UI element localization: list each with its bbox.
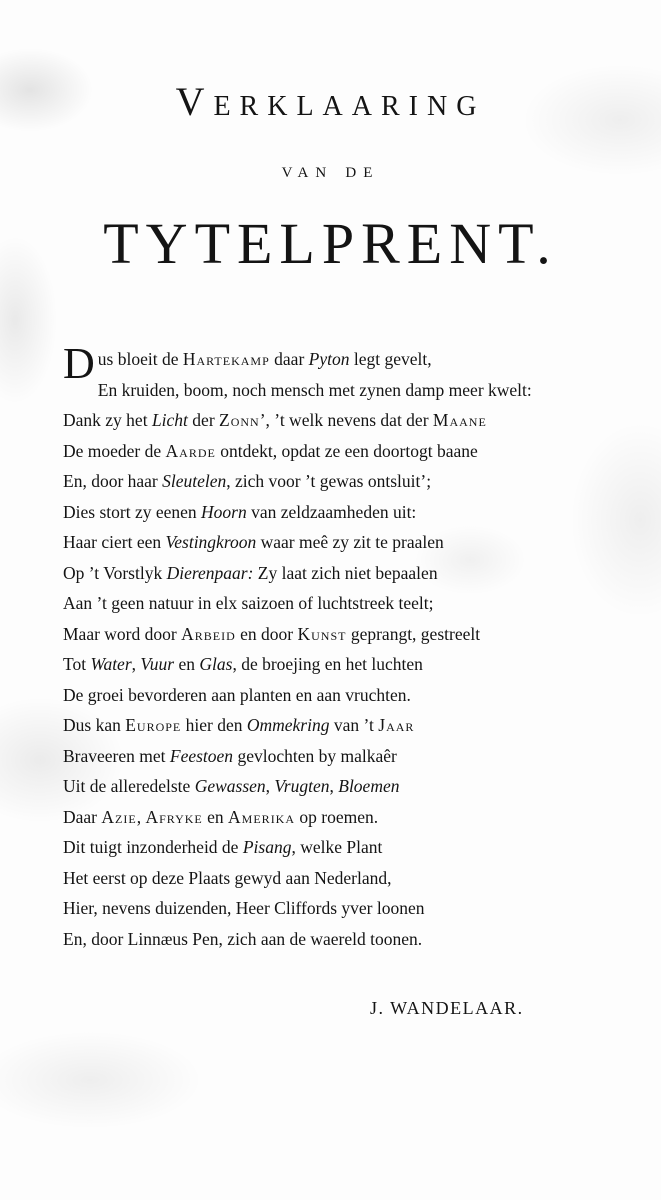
title-verklaaring: Verklaaring	[175, 79, 486, 124]
italic-text: Glas	[199, 654, 233, 674]
italic-text: Dierenpaar:	[166, 562, 254, 583]
poem-line	[63, 558, 623, 589]
line-text: En kruiden, boom, noch mensch met zynen damp meer kwelt:	[97, 379, 532, 400]
line-text: Braveeren met	[63, 745, 170, 766]
line-text: De groei bevorderen aan planten en aan vruchten.	[63, 684, 411, 705]
line-text: ’, ’t welk nevens dat der	[259, 410, 433, 430]
line-text: Haar ciert een	[63, 532, 166, 552]
small-caps-text: Europe	[125, 715, 182, 735]
line-text: En, door Linnæus Pen, zich aan de waereld toonen.	[63, 928, 423, 949]
title-van-de: van de	[281, 158, 380, 182]
italic-text: Water	[90, 654, 132, 674]
line-text: en	[202, 806, 229, 827]
italic-text: Vrugten	[274, 776, 330, 796]
poem-line	[63, 527, 623, 558]
line-text: , de broejing en het luchten	[232, 654, 423, 674]
line-text: Het eerst op deze Plaats gewyd aan Nederland,	[63, 867, 392, 888]
small-caps-text: Arbeid	[181, 623, 236, 644]
poem-line	[63, 832, 623, 863]
line-text: Tot	[63, 654, 91, 674]
line-text: van ’t	[329, 715, 379, 735]
line-text: De moeder de	[63, 440, 166, 461]
line-text: waar meê zy zit te praalen	[256, 532, 444, 552]
line-text: , zich voor ’t gewas ontsluit’;	[226, 471, 432, 491]
line-text: gevlochten by malkaêr	[233, 745, 397, 766]
italic-text: Pisang	[242, 837, 292, 857]
line-text: geprangt, gestreelt	[346, 623, 481, 644]
signature: J. WANDELAAR.	[370, 998, 524, 1018]
poem-line	[63, 619, 623, 650]
small-caps-text: Kunst	[297, 623, 347, 644]
line-text: ontdekt, opdat ze een doortogt baane	[215, 440, 478, 461]
small-caps-text: Jaar	[378, 715, 415, 735]
line-text: , welke Plant	[291, 837, 383, 857]
poem-line	[63, 344, 623, 375]
line-text: ,	[136, 806, 146, 827]
small-caps-text: Zonn	[219, 410, 260, 430]
line-text: hier den	[181, 715, 247, 735]
small-caps-text: Afryke	[145, 806, 203, 827]
line-text: ,	[131, 654, 141, 674]
poem-line	[63, 802, 623, 833]
poem-line	[63, 863, 623, 894]
line-text: op roemen.	[295, 806, 379, 827]
line-text: van zeldzaamheden uit:	[246, 501, 417, 522]
drop-cap: D	[63, 339, 95, 388]
small-caps-text: Maane	[432, 410, 487, 430]
poem-line	[63, 588, 623, 619]
line-text: Dus kan	[63, 715, 126, 735]
line-text: Daar	[63, 806, 102, 827]
line-text: der	[187, 410, 220, 430]
poem	[63, 339, 623, 954]
italic-text: Feestoen	[169, 745, 234, 766]
title-tytelprent: TYTELPRENT.	[103, 211, 558, 276]
line-text: Dit tuigt inzonderheid de	[63, 837, 243, 857]
line-text: Zy laat zich niet bepaalen	[253, 562, 438, 583]
italic-text: Licht	[151, 410, 188, 430]
italic-text: Sleutelen	[162, 471, 227, 491]
line-text: en door	[235, 623, 298, 644]
small-caps-text: Azie	[101, 806, 137, 827]
poem-line	[63, 771, 623, 802]
line-text: Op ’t Vorstlyk	[63, 562, 167, 583]
poem-line	[63, 375, 623, 406]
line-text: Dies stort zy eenen	[63, 501, 202, 522]
line-text: legt gevelt,	[349, 349, 432, 369]
poem-line	[63, 680, 623, 711]
line-text: En, door haar	[63, 471, 163, 491]
italic-text: Hoorn	[201, 501, 247, 522]
italic-text: Ommekring	[246, 715, 330, 735]
poem-line	[63, 405, 623, 436]
small-caps-text: Amerika	[228, 806, 296, 827]
italic-text: Bloemen	[338, 776, 400, 796]
poem-line	[63, 710, 623, 741]
poem-lines	[63, 339, 623, 954]
italic-text: Pyton	[308, 349, 350, 369]
line-text: daar	[269, 349, 309, 369]
poem-line	[63, 466, 623, 497]
poem-line	[63, 436, 623, 467]
line-text: ,	[329, 776, 339, 796]
line-text: en	[174, 654, 200, 674]
line-text: Dank zy het	[63, 410, 152, 430]
poem-line	[63, 741, 623, 772]
line-text: ,	[265, 776, 275, 796]
poem-line	[63, 497, 623, 528]
small-caps-text: Aarde	[165, 440, 216, 461]
line-text: Hier, nevens duizenden, Heer Cliffords yver loonen	[63, 898, 425, 918]
line-text: Maar word door	[63, 623, 182, 644]
poem-line	[63, 893, 623, 924]
line-text: Aan ’t geen natuur in elx saizoen of luchtstreek teelt;	[63, 593, 434, 613]
italic-text: Vestingkroon	[165, 532, 257, 552]
poem-line	[63, 924, 623, 955]
italic-text: Vuur	[140, 654, 175, 674]
line-text: Uit de alleredelste	[63, 776, 195, 796]
poem-line	[63, 649, 623, 680]
small-caps-text: Hartekamp	[182, 349, 270, 369]
italic-text: Gewassen	[194, 776, 266, 796]
line-text: us bloeit de	[97, 349, 183, 369]
